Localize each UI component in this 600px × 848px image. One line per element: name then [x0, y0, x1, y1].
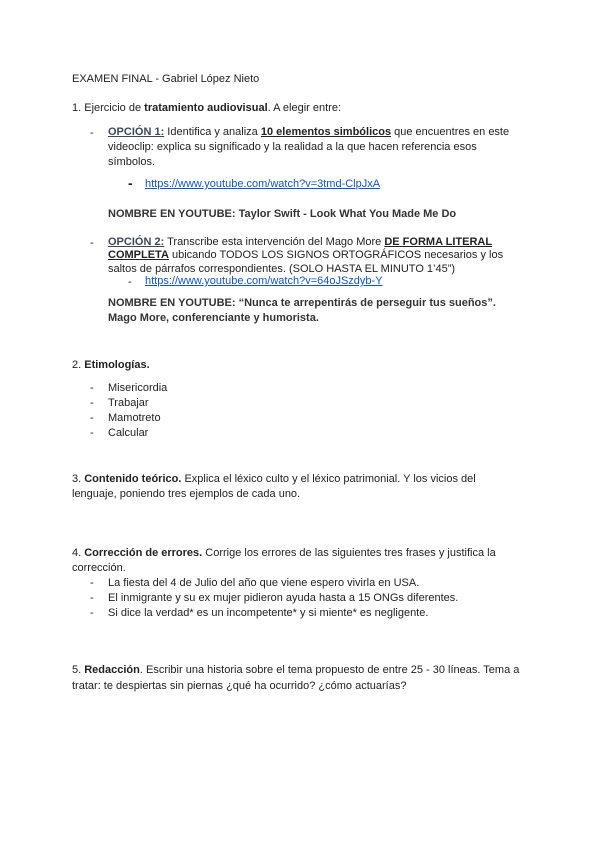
- q1-opt2-line2: [108, 248, 503, 263]
- q2-bold: Etimologías.: [84, 359, 150, 371]
- q5-text: . Escribir una historia sobre el tema propuesto de entre 25 - 30 líneas. Tema a: [139, 664, 520, 676]
- q3-prefix: 3.: [72, 473, 85, 485]
- q2-bullet: -: [90, 397, 94, 409]
- q1-opt2-link-bullet: -: [128, 276, 132, 288]
- q2-heading: [72, 358, 150, 373]
- q1-opt1-label: OPCIÓN 1:: [108, 126, 165, 138]
- q4-item: Si dice la verdad* es un incompetente* y si miente* es negligente.: [108, 607, 429, 619]
- q1-opt1-text-b: que encuentres en este: [391, 126, 510, 138]
- q1-opt2-youtube-name-1: NOMBRE EN YOUTUBE: “Nunca te arrepentirás de perseguir tus sueños”.: [108, 297, 496, 309]
- q1-prefix: 1. Ejercicio de: [72, 102, 145, 114]
- document-title: EXAMEN FINAL - Gabriel López Nieto: [72, 73, 260, 85]
- q5-bold: Redacción: [84, 664, 140, 676]
- q2-item: Misericordia: [108, 382, 168, 394]
- q1-opt2-bold-underline-1: DE FORMA LITERAL: [384, 236, 493, 248]
- q1-opt1-link[interactable]: https://www.youtube.com/watch?v=3tmd-ClpJxA: [145, 178, 381, 190]
- q4-prefix: 4.: [72, 547, 85, 559]
- q1-opt1-bold-underline: 10 elementos simbólicos: [260, 126, 392, 138]
- q3-line2: lenguaje, poniendo tres ejemplos de cada uno.: [72, 488, 301, 500]
- q4-item: El inmigrante y su ex mujer pidieron ayuda hasta a 15 ONGs diferentes.: [108, 592, 459, 604]
- q4-bullet: -: [90, 607, 94, 619]
- q4-item: La fiesta del 4 de Julio del año que viene espero vivirla en USA.: [108, 577, 420, 589]
- q3-bold: Contenido teórico.: [84, 473, 182, 485]
- q1-opt1-bullet: -: [90, 127, 94, 139]
- q1-opt2-text-b: ubicando TODOS LOS SIGNOS ORTOGRÁFICOS necesarios y los: [168, 249, 504, 261]
- q1-opt2-youtube-name-2: Mago More, conferenciante y humorista.: [108, 312, 319, 324]
- q1-opt2-text-a: Transcribe esta intervención del Mago More: [164, 236, 385, 248]
- q4-text: Corrige los errores de las siguientes tres frases y justifica la: [202, 547, 496, 559]
- q2-bullet: -: [90, 382, 94, 394]
- q1-opt1-text-a: Identifica y analiza: [164, 126, 261, 138]
- q5-line2: tratar: te despiertas sin piernas ¿qué ha ocurrido? ¿cómo actuarías?: [72, 680, 407, 692]
- q5-line1: [72, 663, 519, 678]
- q1-opt2-line3: saltos de párrafos correspondientes. (SOLO HASTA EL MINUTO 1’45”): [108, 263, 456, 275]
- q1-opt1-youtube-name: NOMBRE EN YOUTUBE: Taylor Swift - Look What You Made Me Do: [108, 208, 457, 220]
- q1-opt2-label: OPCIÓN 2:: [108, 236, 165, 248]
- q1-opt2-bold-underline-2: COMPLETA: [108, 249, 169, 261]
- q2-item: Mamotreto: [108, 412, 161, 424]
- q2-item: Trabajar: [108, 397, 149, 409]
- q1-heading: [72, 101, 341, 116]
- q4-bullet: -: [90, 577, 94, 589]
- q4-line2: corrección.: [72, 562, 126, 574]
- q4-bold: Corrección de errores.: [84, 547, 203, 559]
- q1-opt1-link-bullet: -: [128, 175, 133, 191]
- q2-prefix: 2.: [72, 359, 85, 371]
- q3-line1: [72, 472, 476, 487]
- q3-text: Explica el léxico culto y el léxico patrimonial. Y los vicios del: [181, 473, 476, 485]
- q1-opt1-line3: símbolos.: [108, 156, 156, 168]
- q4-bullet: -: [90, 592, 94, 604]
- q1-opt2-bullet: -: [90, 237, 94, 249]
- q2-bullet: -: [90, 412, 94, 424]
- q1-suffix: . A elegir entre:: [267, 102, 342, 114]
- q1-bold: tratamiento audiovisual: [144, 102, 268, 114]
- q1-opt1-line1: [108, 125, 509, 140]
- q5-prefix: 5.: [72, 664, 85, 676]
- q1-opt1-line2: videoclip: explica su significado y la realidad a la que hacen referencia esos: [108, 141, 477, 153]
- q4-line1: [72, 546, 496, 561]
- q2-bullet: -: [90, 427, 94, 439]
- q1-opt2-link[interactable]: https://www.youtube.com/watch?v=64oJSzdyb-Y: [145, 275, 383, 287]
- q2-item: Calcular: [108, 427, 149, 439]
